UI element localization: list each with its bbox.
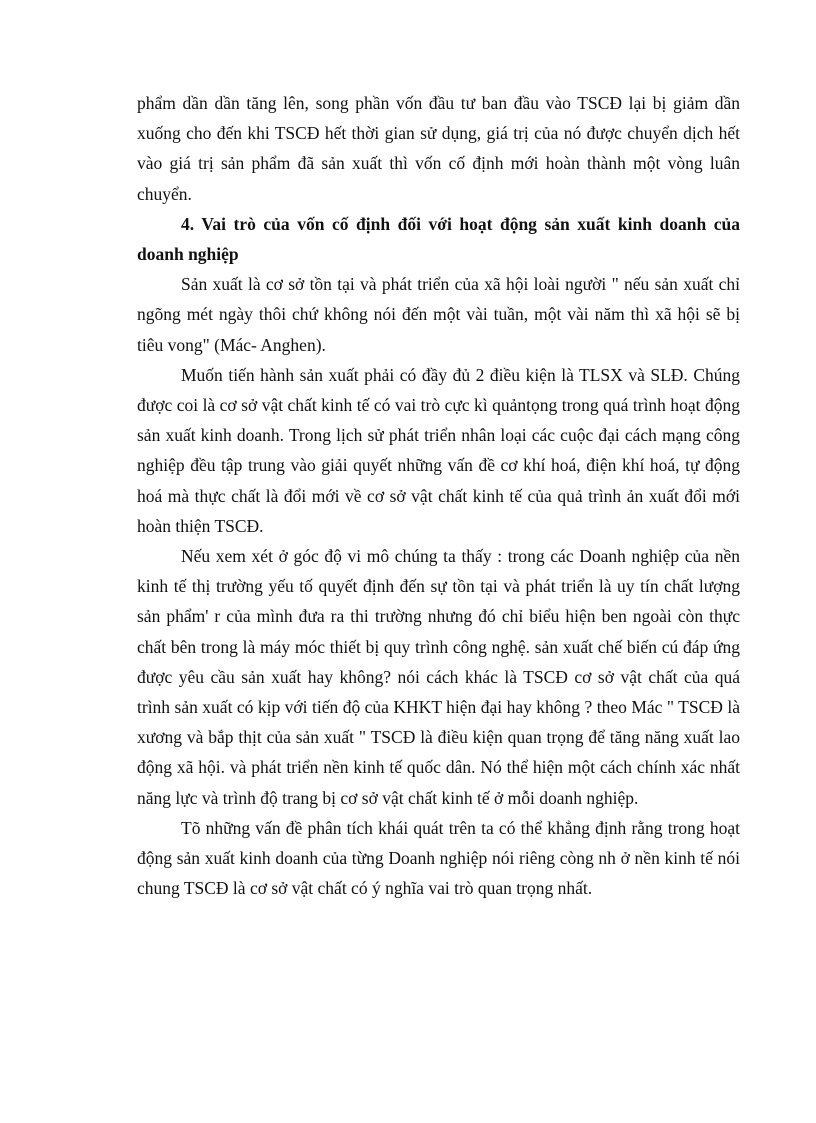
paragraph-conclusion: Tõ những vấn đề phân tích khái quát trên ta có thể khẳng định rằng trong hoạt động sản xuất kinh doanh của từng Doanh nghiệp nói riêng còng nh ở nền kinh tế nói chung TSCĐ là cơ sở vật chất có ý nghĩa vai trò quan trọng nhất.	[137, 817, 740, 899]
paragraph-micro-perspective: Nếu xem xét ở góc độ vi mô chúng ta thấy : trong các Doanh nghiệp của nền kinh tế thị trường yếu tố quyết định đến sự tồn tại và phát triển là uy tín chất lượng sản phẩm' r của mình đưa ra thi trường nhưng đó chỉ biểu hiện ben ngoài còn thực chất bên trong là máy móc thiết bị quy trình công nghệ. sản xuất chế biến cú đáp ứng được yêu cầu sản xuất hay không? nói cách khác là TSCĐ cơ sở vật chất của quá trình sản xuất có kịp với tiến độ của KHKT hiện đại hay không ? theo Mác " TSCĐ là xương và bắp thịt của sản xuất " TSCĐ là điều kiện quan trọng để tăng năng xuất lao động xã hội. và phát triển nền kinh tế quốc dân. Nó thể hiện một cách chính xác nhất năng lực và trình độ trang bị cơ sở vật chất kinh tế ở mỗi doanh nghiệp.	[137, 546, 740, 808]
paragraph-production-conditions: Muốn tiến hành sản xuất phải có đầy đủ 2 điều kiện là TLSX và SLĐ. Chúng được coi là cơ sở vật chất kinh tế có vai trò cực kì quảntọng trong quá trình hoạt động sản xuất kinh doanh. Trong lịch sử phát triển nhân loại các cuộc đại cách mạng công nghiệp đều tập trung vào giải quyết những vấn đề cơ khí hoá, điện khí hoá, tự động hoá mà thực chất là đổi mới về cơ sở vật chất kinh tế của quả trình ản xuất đổi mới hoàn thiện TSCĐ.	[137, 364, 740, 536]
section-heading: 4. Vai trò của vốn cố định đối với hoạt động sản xuất kinh doanh của doanh nghiệp	[137, 213, 740, 265]
paragraph-production-basis: Sản xuất là cơ sở tồn tại và phát triển của xã hội loài người " nếu sản xuất chỉ ngõng mét ngày thôi chứ không nói đến một vài tuần, một vài năm thì xã hội sẽ bị tiêu vong" (Mác- Anghen).	[137, 274, 740, 355]
paragraph-continuation: phẩm dần dần tăng lên, song phần vốn đầu tư ban đầu vào TSCĐ lại bị giảm dần xuống cho đến khi TSCĐ hết thời gian sử dụng, giá trị của nó được chuyển dịch hết vào giá trị sản phẩm đã sản xuất thì vốn cố định mới hoàn thành một vòng luân chuyển.	[137, 93, 740, 204]
page-body	[137, 88, 740, 903]
